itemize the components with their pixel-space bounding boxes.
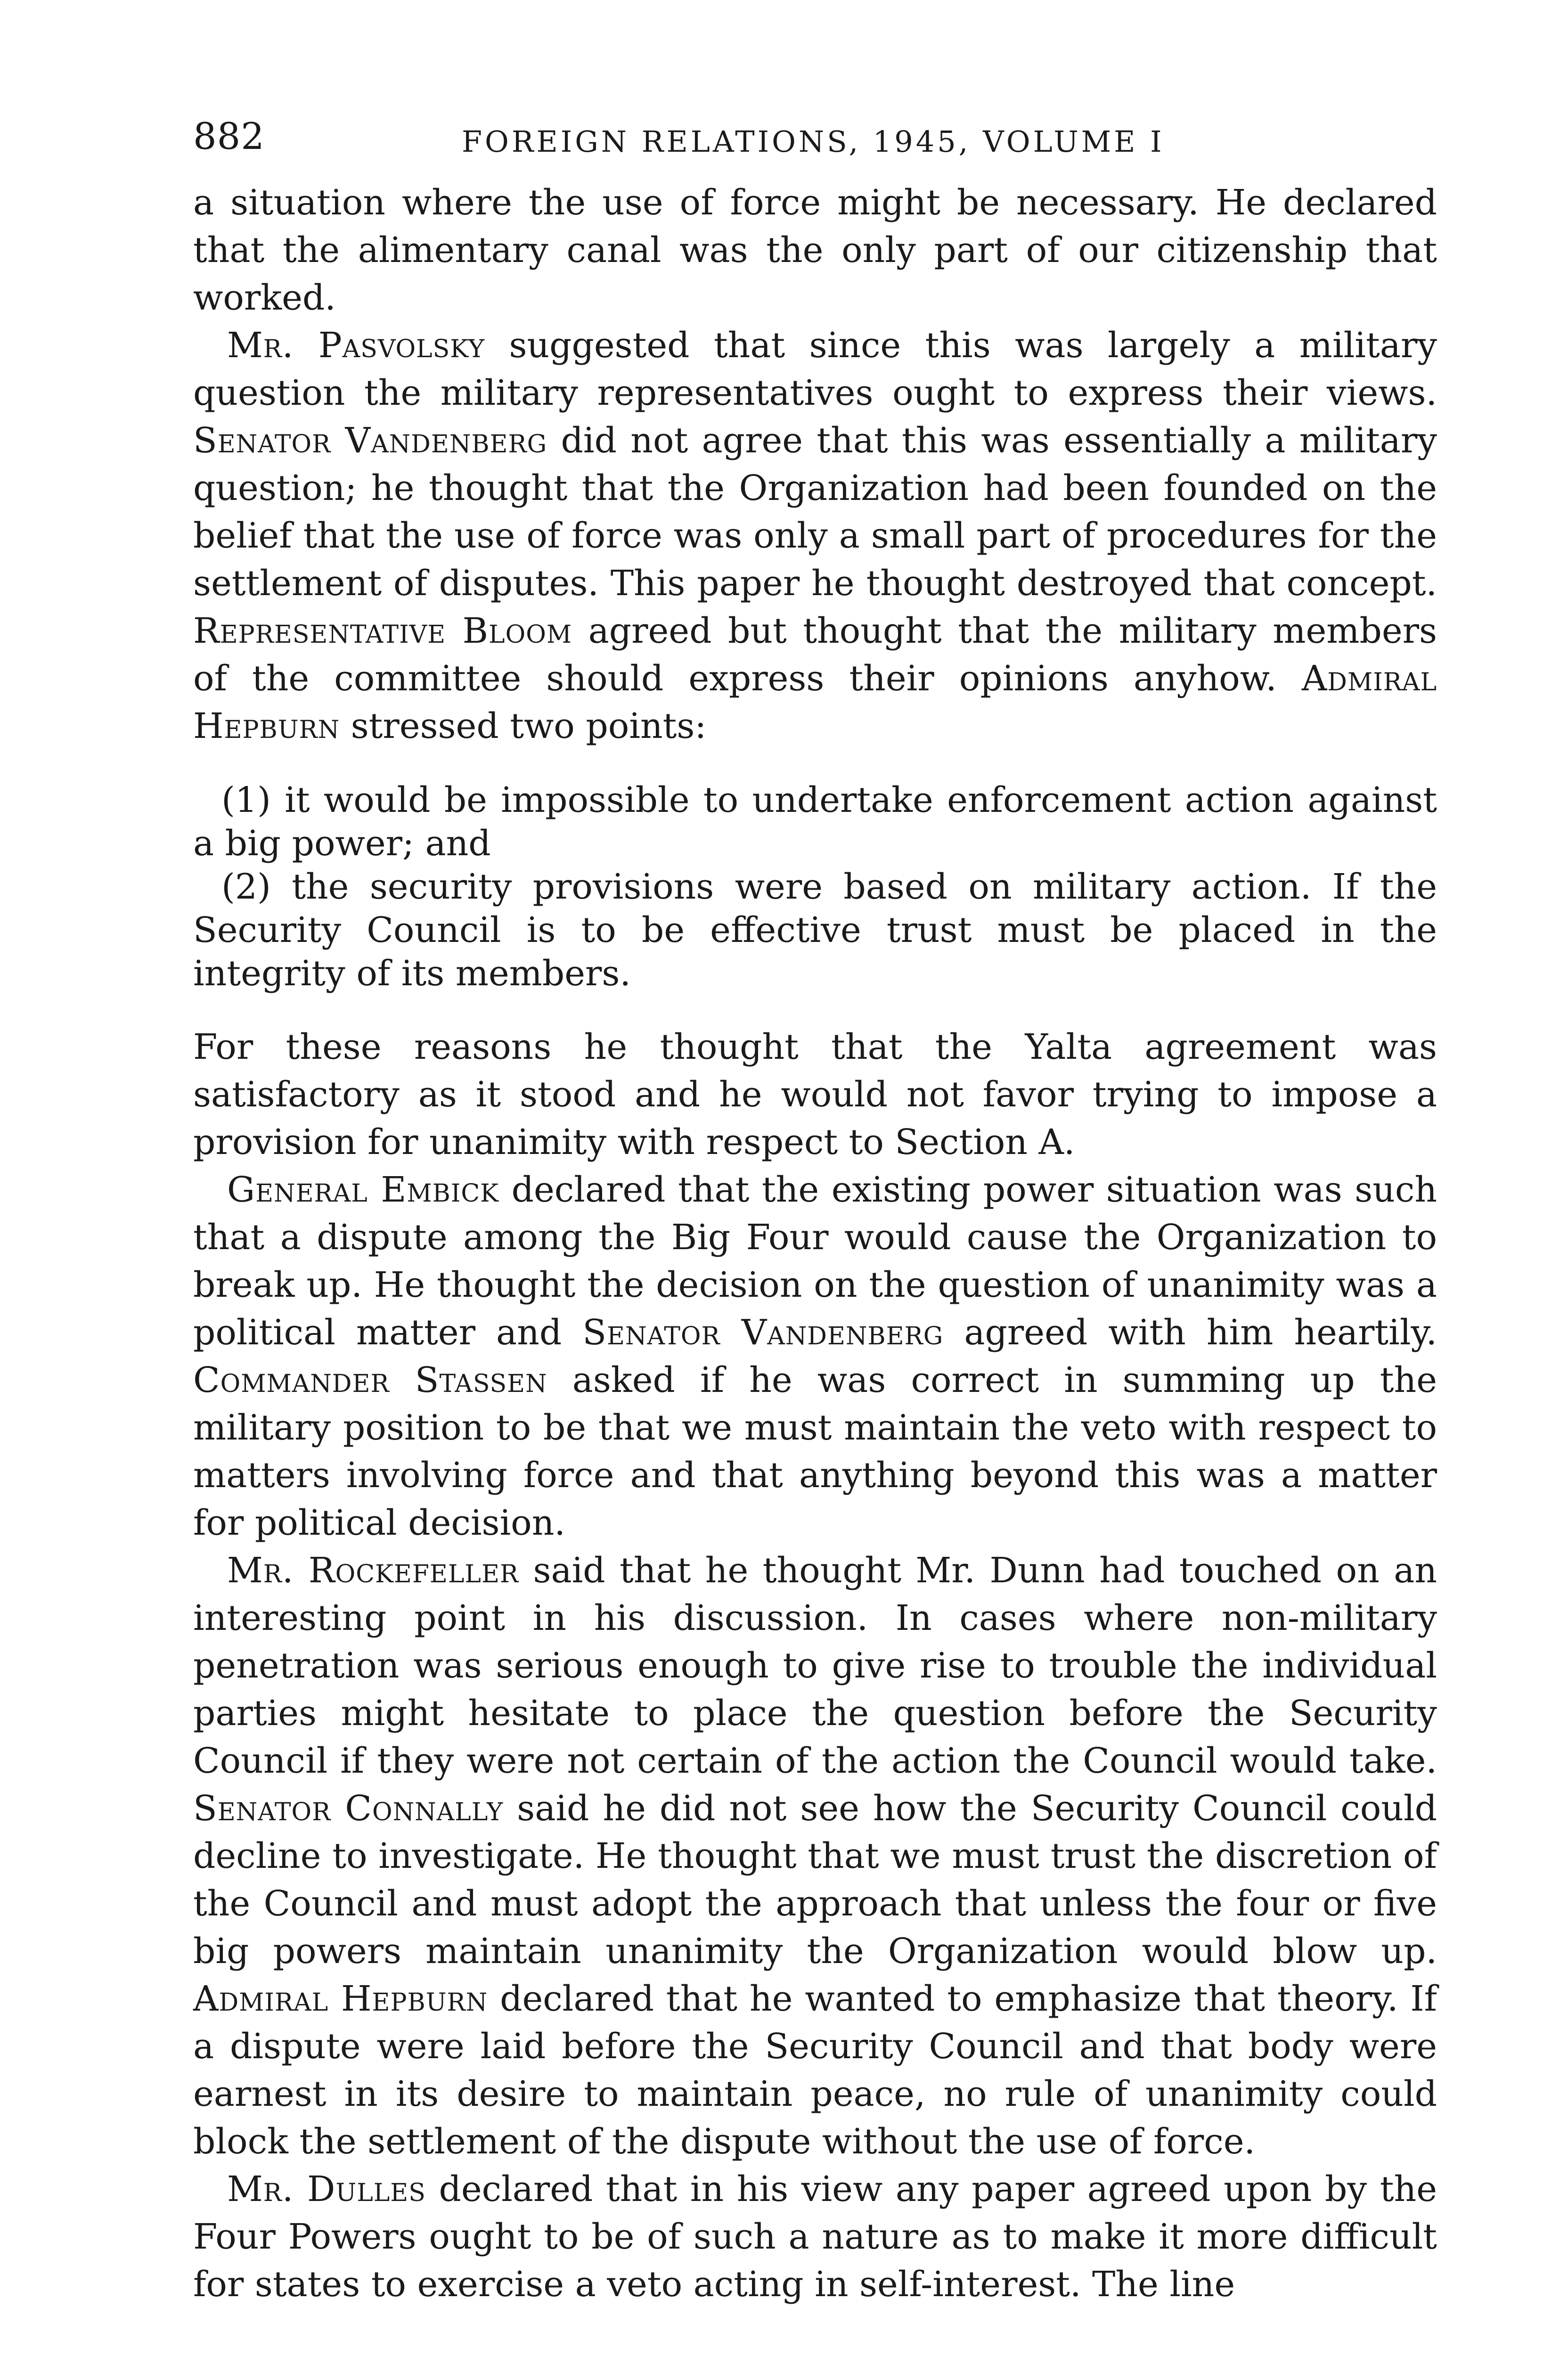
paragraph-text: agreed but thought that the military members of the committee should express their opinions anyhow. bbox=[193, 611, 1437, 699]
paragraph-text: declared that the existing power situation was such that a dispute among the Big Four would cause the Organization to break up. He thought the decision on the question of unanimity was a political matter and bbox=[193, 1170, 1437, 1353]
page-header bbox=[193, 113, 1437, 179]
numbered-points bbox=[193, 778, 1437, 995]
speaker-name: Representative Bloom bbox=[193, 611, 572, 651]
document-page bbox=[193, 113, 1437, 2308]
paragraph-text: suggested that since this was largely a military question the military representatives ought to express their views. bbox=[193, 325, 1437, 413]
speaker-name: Mr. Dulles bbox=[227, 2169, 426, 2209]
paragraph-yalta: For these reasons he thought that the Yalta agreement was satisfactory as it stood and he would not favor trying to impose a provision for unanimity with respect to Section A. bbox=[193, 1027, 1437, 1162]
paragraph-dulles bbox=[193, 2166, 1437, 2308]
speaker-name: Admiral Hepburn bbox=[193, 1979, 488, 2019]
speaker-name: Senator Connally bbox=[193, 1788, 504, 1829]
paragraph-rockefeller bbox=[193, 1547, 1437, 2166]
paragraph-text: agreed with him heartily. bbox=[943, 1312, 1437, 1353]
running-title: FOREIGN RELATIONS, 1945, VOLUME I bbox=[462, 124, 1165, 159]
speaker-name: General Embick bbox=[227, 1170, 499, 1210]
speaker-name: Senator Vandenberg bbox=[582, 1312, 944, 1353]
paragraph-text: declared that in his view any paper agreed upon by the Four Powers ought to be of such a nature as to make it more difficult for states to exercise a veto acting in self-interest. The line bbox=[193, 2169, 1437, 2305]
paragraph-text: said that he thought Mr. Dunn had touched on an interesting point in his discussion. In cases where non-military penetration was serious enough to give rise to trouble the individual parties might hesitate to place the question before the Security Council if they were not certain of the action the Council would take. bbox=[193, 1550, 1437, 1781]
paragraph-text: asked if he was correct in summing up the military position to be that we must maintain the veto with respect to matters involving force and that anything beyond this was a matter for political decision. bbox=[193, 1360, 1437, 1543]
paragraph-text: said he did not see how the Security Council could decline to investigate. He thought that we must trust the discretion of the Council and must adopt the approach that unless the four or five big powers maintain unanimity the Organization would blow up. bbox=[193, 1788, 1437, 1972]
point-item: (2) the security provisions were based on military action. If the Security Council is to be effective trust must be placed in the integrity of its members. bbox=[193, 867, 1437, 994]
speaker-name: Admiral Hepburn bbox=[193, 658, 1437, 746]
speaker-name: Senator Vandenberg bbox=[193, 420, 547, 461]
page-number: 882 bbox=[193, 115, 265, 158]
paragraph-text: did not agree that this was essentially a military question; he thought that the Organization had been founded on the belief that the use of force was only a small part of procedures for the settlement of disputes. This paper he thought destroyed that concept. bbox=[193, 420, 1437, 604]
point-item: (1) it would be impossible to undertake enforcement action against a big power; and bbox=[193, 780, 1437, 864]
speaker-name: Mr. Pasvolsky bbox=[227, 325, 485, 366]
speaker-name: Mr. Rockefeller bbox=[227, 1550, 519, 1591]
paragraph-text: stressed two points: bbox=[340, 706, 707, 746]
speaker-name: Commander Stassen bbox=[193, 1360, 547, 1400]
paragraph-pasvolsky bbox=[193, 322, 1437, 750]
paragraph-text: declared that he wanted to emphasize that theory. If a dispute were laid before the Security Council and that body were earnest in its desire to maintain peace, no rule of unanimity could block the settlement of the dispute without the use of force. bbox=[193, 1979, 1437, 2162]
paragraph-embick bbox=[193, 1166, 1437, 1547]
paragraph-continuation: a situation where the use of force might be necessary. He declared that the alimentary canal was the only part of our citizenship that worked. bbox=[193, 182, 1437, 318]
